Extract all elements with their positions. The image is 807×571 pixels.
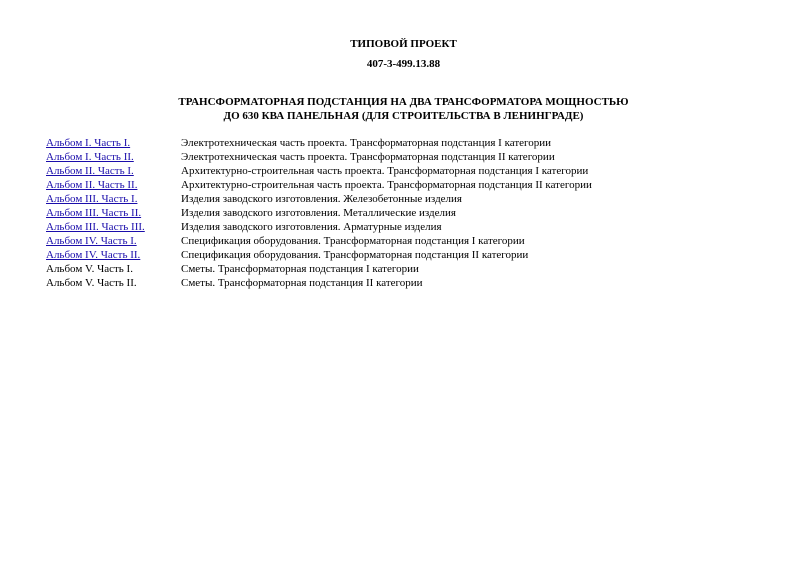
contents-row — [46, 164, 786, 178]
album-contents-list — [46, 136, 786, 290]
album-description: Изделия заводского изготовления. Металлические изделия — [181, 207, 456, 219]
album-link[interactable]: Альбом III. Часть III. — [46, 221, 145, 233]
contents-row — [46, 150, 786, 164]
album-link[interactable]: Альбом I. Часть I. — [46, 137, 131, 149]
album-link[interactable]: Альбом IV. Часть II. — [46, 249, 141, 261]
contents-row — [46, 178, 786, 192]
album-label: Альбом V. Часть I. — [46, 263, 133, 275]
project-number: 407-3-499.13.88 — [366, 58, 441, 70]
album-link[interactable]: Альбом III. Часть II. — [46, 207, 142, 219]
album-description: Электротехническая часть проекта. Трансформаторная подстанция I категории — [181, 137, 552, 149]
album-description: Сметы. Трансформаторная подстанция I категории — [181, 263, 419, 275]
album-link[interactable]: Альбом II. Часть II. — [46, 179, 138, 191]
album-description: Изделия заводского изготовления. Железобетонные изделия — [181, 193, 462, 205]
album-description: Спецификация оборудования. Трансформаторная подстанция II категории — [181, 249, 529, 261]
album-description: Сметы. Трансформаторная подстанция II категории — [181, 277, 423, 289]
album-link[interactable]: Альбом III. Часть I. — [46, 193, 138, 205]
contents-row — [46, 248, 786, 262]
contents-row — [46, 192, 786, 206]
album-link[interactable]: Альбом II. Часть I. — [46, 165, 134, 177]
album-description: Изделия заводского изготовления. Арматурные изделия — [181, 221, 442, 233]
album-label: Альбом V. Часть II. — [46, 277, 137, 289]
contents-row — [46, 206, 786, 220]
project-title-line-1: ТРАНСФОРМАТОРНАЯ ПОДСТАНЦИЯ НА ДВА ТРАНСФОРМАТОРА МОЩНОСТЬЮ — [178, 96, 629, 108]
album-description: Электротехническая часть проекта. Трансформаторная подстанция II категории — [181, 151, 555, 163]
contents-row — [46, 234, 786, 248]
album-description: Архитектурно-строительная часть проекта. Трансформаторная подстанция II категории — [181, 179, 592, 191]
project-title-line-2: ДО 630 КВА ПАНЕЛЬНАЯ (ДЛЯ СТРОИТЕЛЬСТВА В ЛЕНИНГРАДЕ) — [223, 110, 584, 122]
album-link[interactable]: Альбом I. Часть II. — [46, 151, 134, 163]
album-link[interactable]: Альбом IV. Часть I. — [46, 235, 137, 247]
contents-row — [46, 262, 786, 276]
album-description: Архитектурно-строительная часть проекта. Трансформаторная подстанция I категории — [181, 165, 589, 177]
contents-row — [46, 136, 786, 150]
contents-row — [46, 276, 786, 290]
project-type-heading: ТИПОВОЙ ПРОЕКТ — [350, 38, 457, 50]
album-description: Спецификация оборудования. Трансформаторная подстанция I категории — [181, 235, 525, 247]
contents-row — [46, 220, 786, 234]
